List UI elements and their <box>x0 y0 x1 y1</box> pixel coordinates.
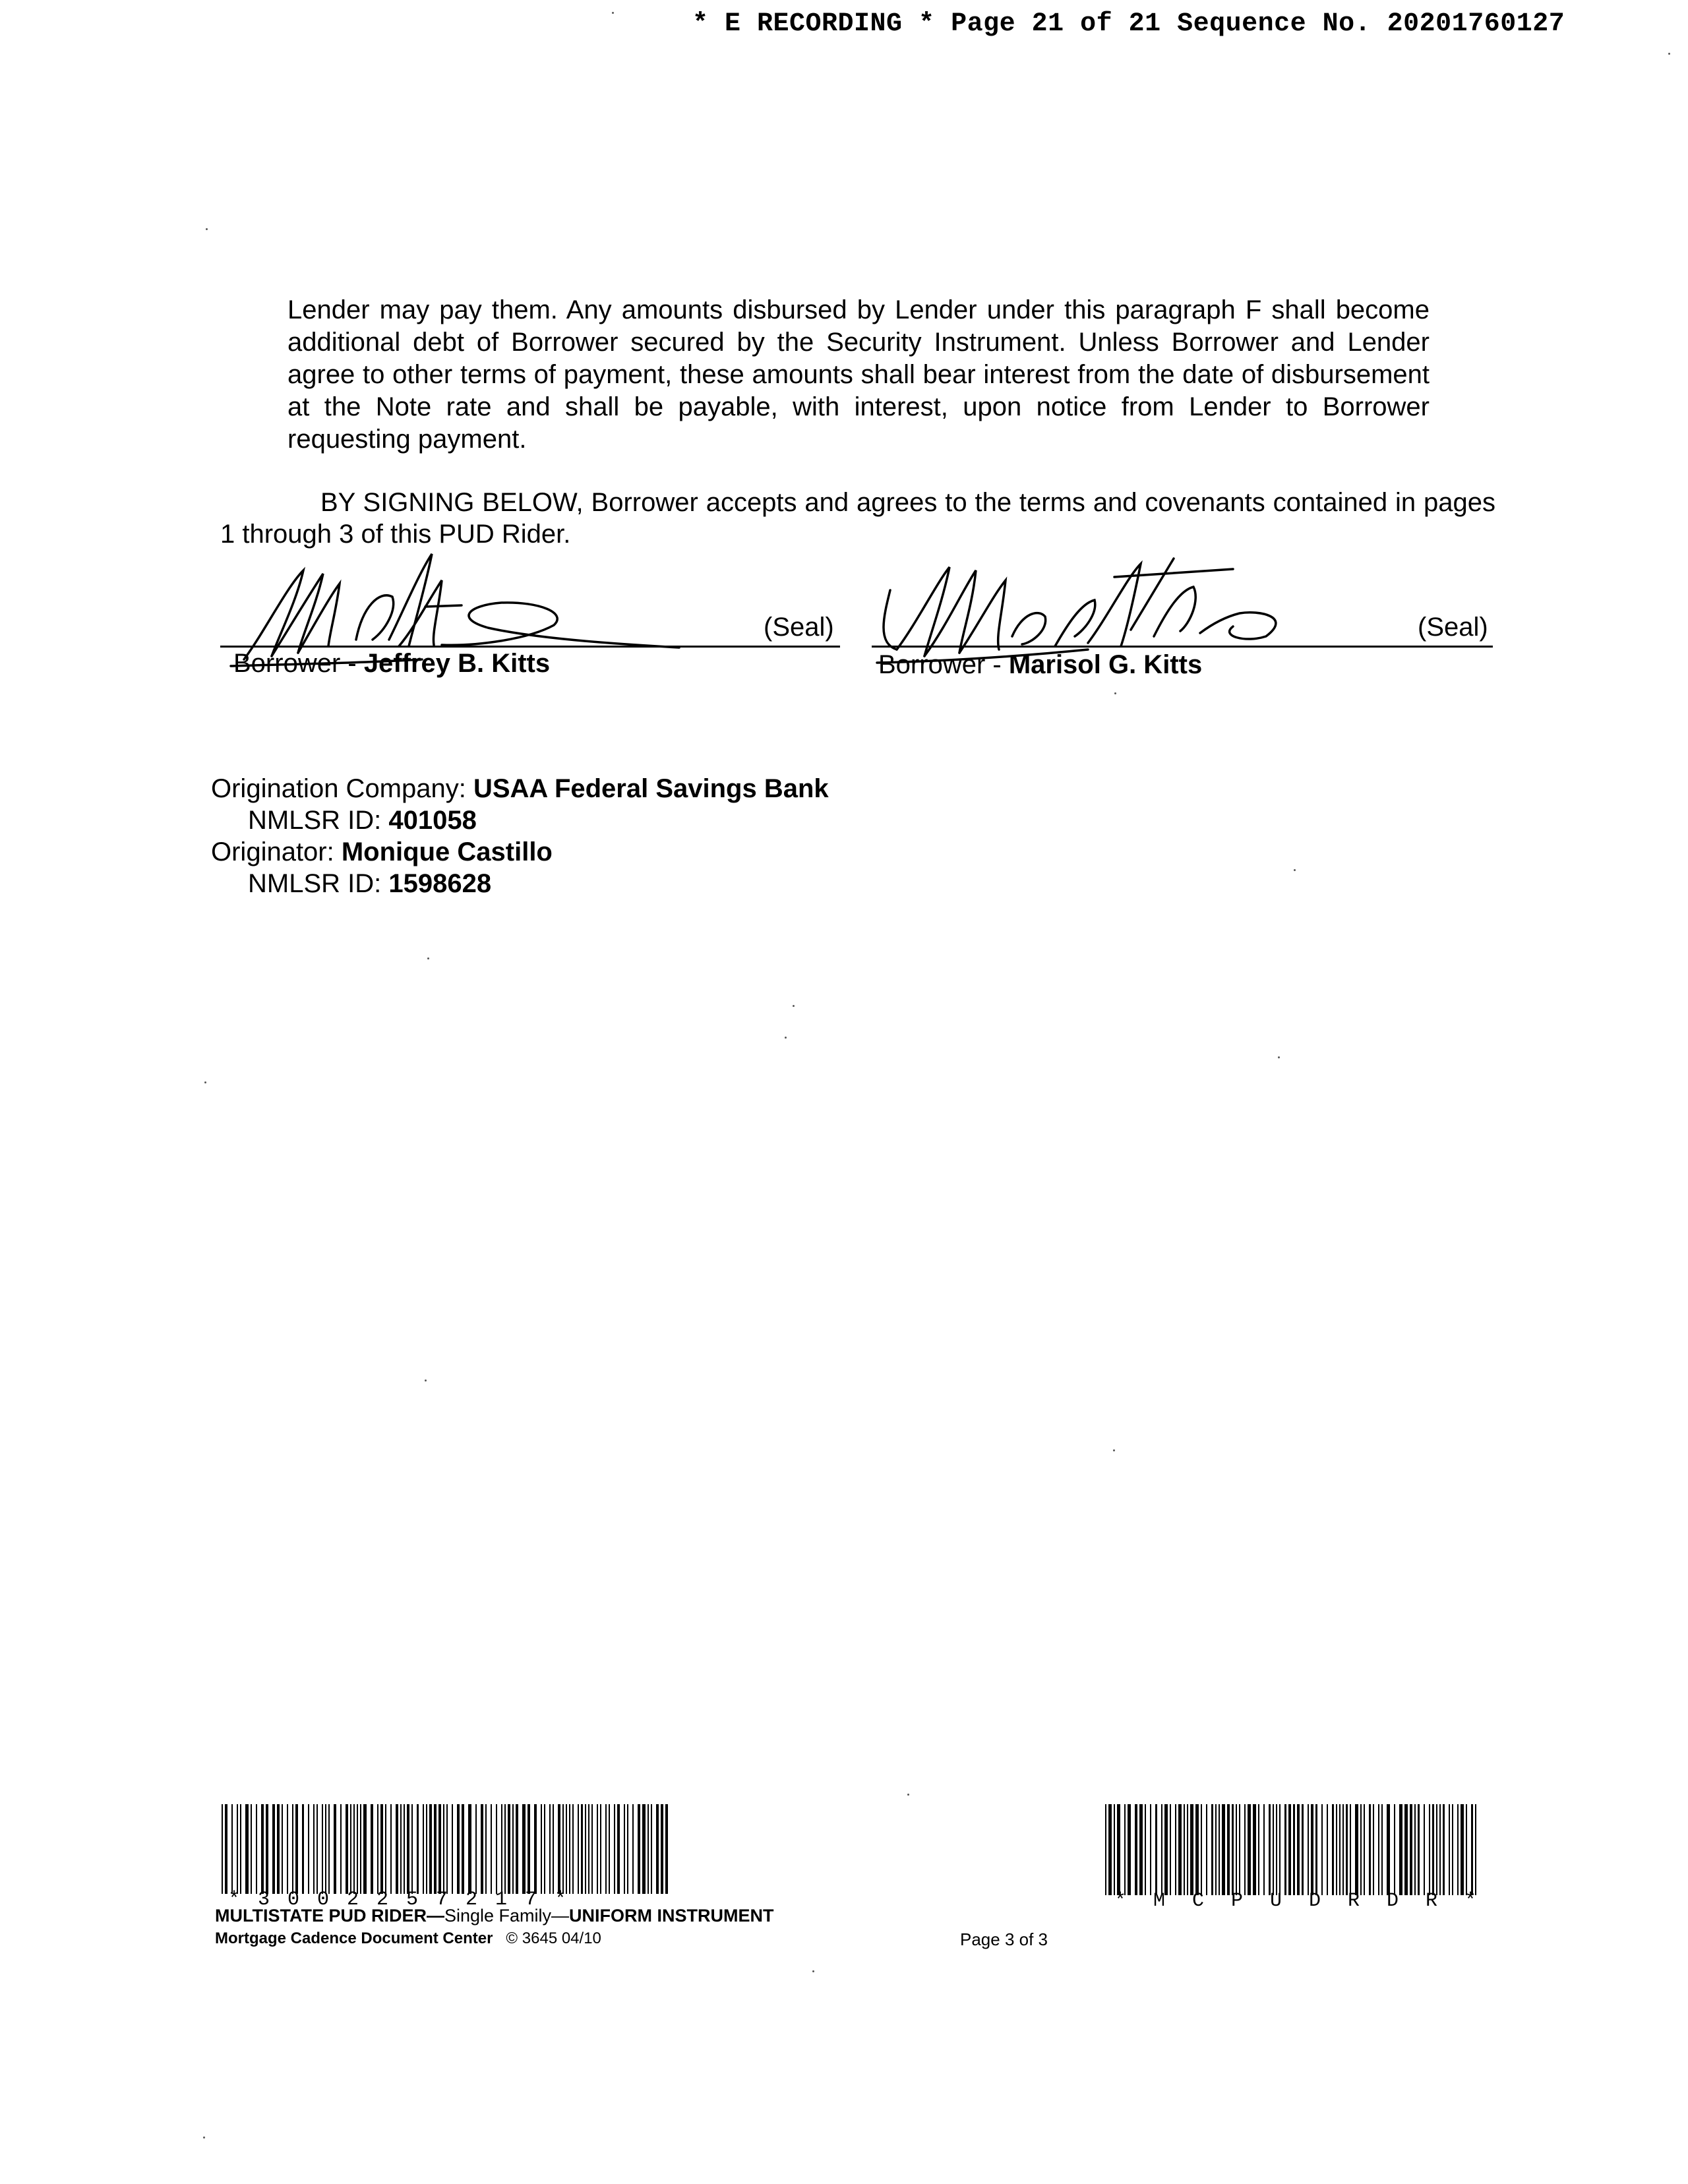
barcode-bar <box>1279 1804 1281 1895</box>
barcode-bar <box>1332 1804 1333 1895</box>
barcode-bar <box>346 1804 348 1894</box>
barcode-bar <box>1236 1804 1237 1895</box>
page-number: Page 3 of 3 <box>960 1929 1048 1949</box>
barcode-bar <box>277 1804 280 1894</box>
barcode-bar <box>585 1804 586 1894</box>
nmlsr-id: 1598628 <box>388 869 492 898</box>
barcode-bar <box>1273 1804 1274 1895</box>
barcode-bar <box>1394 1804 1395 1895</box>
barcode-bar <box>1164 1804 1168 1895</box>
barcode-bar <box>1346 1804 1347 1895</box>
barcode-bar <box>357 1804 358 1894</box>
barcode-bar <box>1211 1804 1213 1895</box>
barcode-bar <box>1201 1804 1202 1895</box>
barcode-bar <box>396 1804 398 1894</box>
barcode-bar <box>1232 1804 1233 1895</box>
barcode-bar <box>231 1804 233 1894</box>
barcode-bar <box>1399 1804 1402 1895</box>
barcode-bar <box>1429 1804 1430 1895</box>
barcode-bar <box>1187 1804 1188 1895</box>
barcode-bar <box>617 1804 620 1894</box>
barcode-bar <box>1239 1804 1240 1895</box>
barcode-left <box>222 1804 670 1894</box>
barcode-bar <box>1410 1804 1413 1895</box>
barcode-bar <box>1443 1804 1444 1895</box>
barcode-bar <box>1244 1804 1246 1895</box>
form-number: © 3645 04/10 <box>506 1929 601 1947</box>
barcode-bar <box>661 1804 663 1894</box>
barcode-bar <box>1276 1804 1277 1895</box>
barcode-bar <box>624 1804 625 1894</box>
scan-speck <box>1294 869 1296 871</box>
scan-speck <box>812 1970 814 1972</box>
recording-header: * E RECORDING * Page 21 of 21 Sequence No. 20201760127 <box>692 9 1565 39</box>
signer-role: Borrower - <box>878 650 1009 679</box>
signing-statement: BY SIGNING BELOW, Borrower accepts and agrees to the terms and covenants contained in pages 1 through 3 of this PUD Rider. <box>220 488 1495 549</box>
barcode-bar <box>614 1804 615 1894</box>
barcode-bar <box>1414 1804 1416 1895</box>
barcode-bar <box>360 1804 361 1894</box>
barcode-bar <box>544 1804 545 1894</box>
barcode-bar <box>468 1804 471 1894</box>
barcode-bar <box>1424 1804 1425 1895</box>
signer-caption <box>878 650 1202 680</box>
barcode-bar <box>651 1804 652 1894</box>
barcode-bar <box>340 1804 342 1894</box>
barcode-bar <box>1339 1804 1341 1895</box>
barcode-bar <box>256 1804 257 1894</box>
barcode-bar <box>266 1804 268 1894</box>
scan-speck <box>203 2137 205 2138</box>
signature-line <box>872 646 1493 648</box>
barcode-bar <box>600 1804 601 1894</box>
barcode-bar <box>558 1804 560 1894</box>
scan-speck <box>425 1380 427 1381</box>
barcode-bar <box>1461 1804 1464 1895</box>
barcode-bar <box>572 1804 574 1894</box>
barcode-bar <box>1135 1804 1138 1895</box>
originator-nmlsr-row <box>211 868 829 899</box>
barcode-bar <box>648 1804 649 1894</box>
barcode-bar <box>638 1804 640 1894</box>
barcode-bar <box>417 1804 418 1894</box>
barcode-bar <box>516 1804 518 1894</box>
barcode-bar <box>1432 1804 1433 1895</box>
barcode-bar <box>390 1804 392 1894</box>
barcode-bar <box>528 1804 530 1894</box>
seal-label: (Seal) <box>764 613 834 642</box>
origination-company-row <box>211 773 829 804</box>
barcode-bar <box>385 1804 386 1894</box>
barcode-bar <box>1175 1804 1176 1895</box>
rider-paragraph: Lender may pay them. Any amounts disbursed by Lender under this paragraph F shall become additional debt of Borrower secured by the Security Instrument. Unless Borrower and Lender agree to other terms of payment, these amounts shall bear interest from the date of disbursement at the Note rate and shall be payable, with interest, upon notice from Lender to Borrower requesting payment. <box>287 295 1430 454</box>
barcode-bar <box>1124 1804 1126 1895</box>
barcode-bar <box>504 1804 506 1894</box>
barcode-bar <box>404 1804 405 1894</box>
barcode-bar <box>1222 1804 1225 1895</box>
barcode-bar <box>400 1804 402 1894</box>
scan-speck <box>1668 53 1670 55</box>
barcode-bar <box>1355 1804 1358 1895</box>
barcode-bar <box>591 1804 593 1894</box>
signer-name: Jeffrey B. Kitts <box>363 649 551 678</box>
barcode-bar <box>1150 1804 1151 1895</box>
barcode-bar <box>1184 1804 1185 1895</box>
scan-speck <box>427 957 429 959</box>
barcode-bar <box>541 1804 542 1894</box>
scan-speck <box>1114 692 1116 694</box>
scan-speck <box>793 1005 795 1007</box>
barcode-bar <box>665 1804 668 1894</box>
barcode-bar <box>325 1804 326 1894</box>
barcode-bar <box>302 1804 303 1894</box>
barcode-bar <box>1145 1804 1146 1895</box>
barcode-bar <box>407 1804 409 1894</box>
barcode-bar <box>429 1804 432 1894</box>
barcode-bar <box>1449 1804 1450 1895</box>
barcode-bar <box>1315 1804 1317 1895</box>
barcode-bar <box>1381 1804 1383 1895</box>
barcode-bar <box>380 1804 383 1894</box>
barcode-bar <box>1155 1804 1157 1895</box>
signer-name: Marisol G. Kitts <box>1008 650 1203 679</box>
barcode-bar <box>446 1804 448 1894</box>
barcode-bar <box>491 1804 492 1894</box>
barcode-bar <box>1215 1804 1217 1895</box>
barcode-bar <box>642 1804 645 1894</box>
barcode-bar <box>1253 1804 1256 1895</box>
document-center: Mortgage Cadence Document Center <box>215 1929 493 1947</box>
barcode-bar <box>1418 1804 1419 1895</box>
barcode-bar <box>1161 1804 1162 1895</box>
scan-speck <box>785 1037 787 1039</box>
barcode-bar <box>1105 1804 1106 1895</box>
barcode-bar <box>1387 1804 1390 1895</box>
origination-company-label: Origination Company: <box>211 774 473 803</box>
barcode-bar <box>534 1804 537 1894</box>
barcode-bar <box>295 1804 298 1894</box>
barcode-bar <box>1457 1804 1459 1895</box>
barcode-bar <box>457 1804 460 1894</box>
barcode-bar <box>1258 1804 1259 1895</box>
barcode-bar <box>1321 1804 1323 1895</box>
barcode-bar <box>475 1804 477 1894</box>
barcode-bar <box>316 1804 318 1894</box>
barcode-bar <box>549 1804 551 1894</box>
barcode-bar <box>1248 1804 1251 1895</box>
barcode-bar <box>308 1804 309 1894</box>
barcode-bar <box>632 1804 634 1894</box>
barcode-bar <box>562 1804 564 1894</box>
nmlsr-label: NMLSR ID: <box>248 869 389 898</box>
barcode-bar <box>1364 1804 1365 1895</box>
form-title-part-2: Single Family— <box>444 1906 570 1926</box>
barcode-bar <box>522 1804 525 1894</box>
barcode-bar <box>481 1804 483 1894</box>
barcode-bar <box>609 1804 610 1894</box>
barcode-bar <box>1308 1804 1309 1895</box>
barcode-bar <box>1404 1804 1408 1895</box>
barcode-bar <box>1327 1804 1328 1895</box>
barcode-bar <box>1178 1804 1182 1895</box>
barcode-bar <box>1360 1804 1362 1895</box>
barcode-bar <box>423 1804 424 1894</box>
barcode-bar <box>443 1804 444 1894</box>
nmlsr-label: NMLSR ID: <box>248 806 389 835</box>
barcode-bar <box>1311 1804 1314 1895</box>
barcode-bar <box>553 1804 554 1894</box>
form-title <box>215 1906 774 1926</box>
form-title-part-1: MULTISTATE PUD RIDER— <box>215 1906 444 1926</box>
barcode-bar <box>282 1804 283 1894</box>
barcode-bar <box>322 1804 323 1894</box>
signature-line <box>220 646 840 648</box>
barcode-bar <box>1293 1804 1294 1895</box>
barcode-bar <box>512 1804 514 1894</box>
barcode-bar <box>485 1804 487 1894</box>
barcode-bar <box>1139 1804 1143 1895</box>
scan-speck <box>204 1081 206 1083</box>
barcode-bar <box>261 1804 264 1894</box>
barcode-bar <box>292 1804 293 1894</box>
barcode-bar <box>287 1804 288 1894</box>
scan-speck <box>206 228 208 230</box>
barcode-bar <box>237 1804 238 1894</box>
barcode-bar <box>1297 1804 1300 1895</box>
barcode-bar <box>1195 1804 1199 1895</box>
barcode-bar <box>627 1804 628 1894</box>
barcode-bar <box>1471 1804 1472 1895</box>
scan-speck <box>612 12 614 14</box>
barcode-bar <box>434 1804 437 1894</box>
barcode-right <box>1105 1804 1478 1895</box>
barcode-bar <box>1190 1804 1193 1895</box>
form-title-part-3: UNIFORM INSTRUMENT <box>569 1906 774 1926</box>
company-nmlsr-row <box>211 804 829 836</box>
barcode-bar <box>426 1804 427 1894</box>
barcode-bar <box>1350 1804 1351 1895</box>
barcode-bar <box>245 1804 248 1894</box>
barcode-bar <box>225 1804 227 1894</box>
barcode-bar <box>1263 1804 1265 1895</box>
barcode-bar <box>597 1804 598 1894</box>
barcode-bar <box>605 1804 607 1894</box>
barcode-bar <box>452 1804 453 1894</box>
barcode-bar <box>1436 1804 1437 1895</box>
barcode-bar <box>1170 1804 1171 1895</box>
barcode-bar <box>240 1804 241 1894</box>
barcode-bar <box>1206 1804 1207 1895</box>
barcode-left-text: *3002257217* <box>228 1889 585 1911</box>
barcode-bar <box>377 1804 378 1894</box>
originator-label: Originator: <box>211 837 342 866</box>
barcode-bar <box>328 1804 330 1894</box>
barcode-bar <box>1219 1804 1220 1895</box>
barcode-bar <box>334 1804 336 1894</box>
barcode-bar <box>251 1804 252 1894</box>
barcode-bar <box>222 1804 223 1894</box>
barcode-right-text: *MCPUDRDR* <box>1114 1890 1504 1912</box>
barcode-bar <box>508 1804 510 1894</box>
barcode-bar <box>566 1804 567 1894</box>
barcode-bar <box>1475 1804 1476 1895</box>
barcode-bar <box>313 1804 315 1894</box>
barcode-bar <box>363 1804 366 1894</box>
barcode-bar <box>1439 1804 1441 1895</box>
origination-company-name: USAA Federal Savings Bank <box>473 774 829 803</box>
originator-name: Monique Castillo <box>341 837 553 866</box>
nmlsr-id: 401058 <box>388 806 477 835</box>
barcode-bar <box>1369 1804 1370 1895</box>
scan-speck <box>1113 1449 1115 1451</box>
barcode-bar <box>353 1804 355 1894</box>
barcode-bar <box>581 1804 582 1894</box>
barcode-bar <box>438 1804 441 1894</box>
barcode-bar <box>371 1804 373 1894</box>
barcode-bar <box>1284 1804 1286 1895</box>
barcode-bar <box>1378 1804 1379 1895</box>
originator-row <box>211 836 829 868</box>
barcode-bar <box>1342 1804 1344 1895</box>
barcode-bar <box>1452 1804 1453 1895</box>
barcode-bar <box>656 1804 659 1894</box>
barcode-bar <box>272 1804 275 1894</box>
barcode-bar <box>496 1804 497 1894</box>
barcode-bar <box>1288 1804 1292 1895</box>
barcode-bar <box>1227 1804 1230 1895</box>
scan-speck <box>1278 1056 1280 1058</box>
barcode-bar <box>1114 1804 1115 1895</box>
barcode-bar <box>501 1804 502 1894</box>
seal-label: (Seal) <box>1418 613 1488 642</box>
barcode-bar <box>578 1804 579 1894</box>
barcode-bar <box>588 1804 589 1894</box>
barcode-bar <box>1373 1804 1374 1895</box>
barcode-bar <box>462 1804 464 1894</box>
barcode-bar <box>1269 1804 1270 1895</box>
barcode-bar <box>411 1804 413 1894</box>
barcode-bar <box>1117 1804 1120 1895</box>
barcode-bar <box>350 1804 351 1894</box>
origination-block <box>211 773 829 899</box>
signer-role: Borrower - <box>233 649 364 678</box>
barcode-bar <box>1302 1804 1303 1895</box>
barcode-bar <box>1108 1804 1112 1895</box>
barcode-bar <box>1128 1804 1131 1895</box>
form-subtitle <box>215 1929 601 1948</box>
barcode-bar <box>1466 1804 1467 1895</box>
barcode-bar <box>1336 1804 1337 1895</box>
barcode-bar <box>569 1804 570 1894</box>
signer-caption <box>233 649 550 679</box>
scan-speck <box>907 1794 909 1796</box>
